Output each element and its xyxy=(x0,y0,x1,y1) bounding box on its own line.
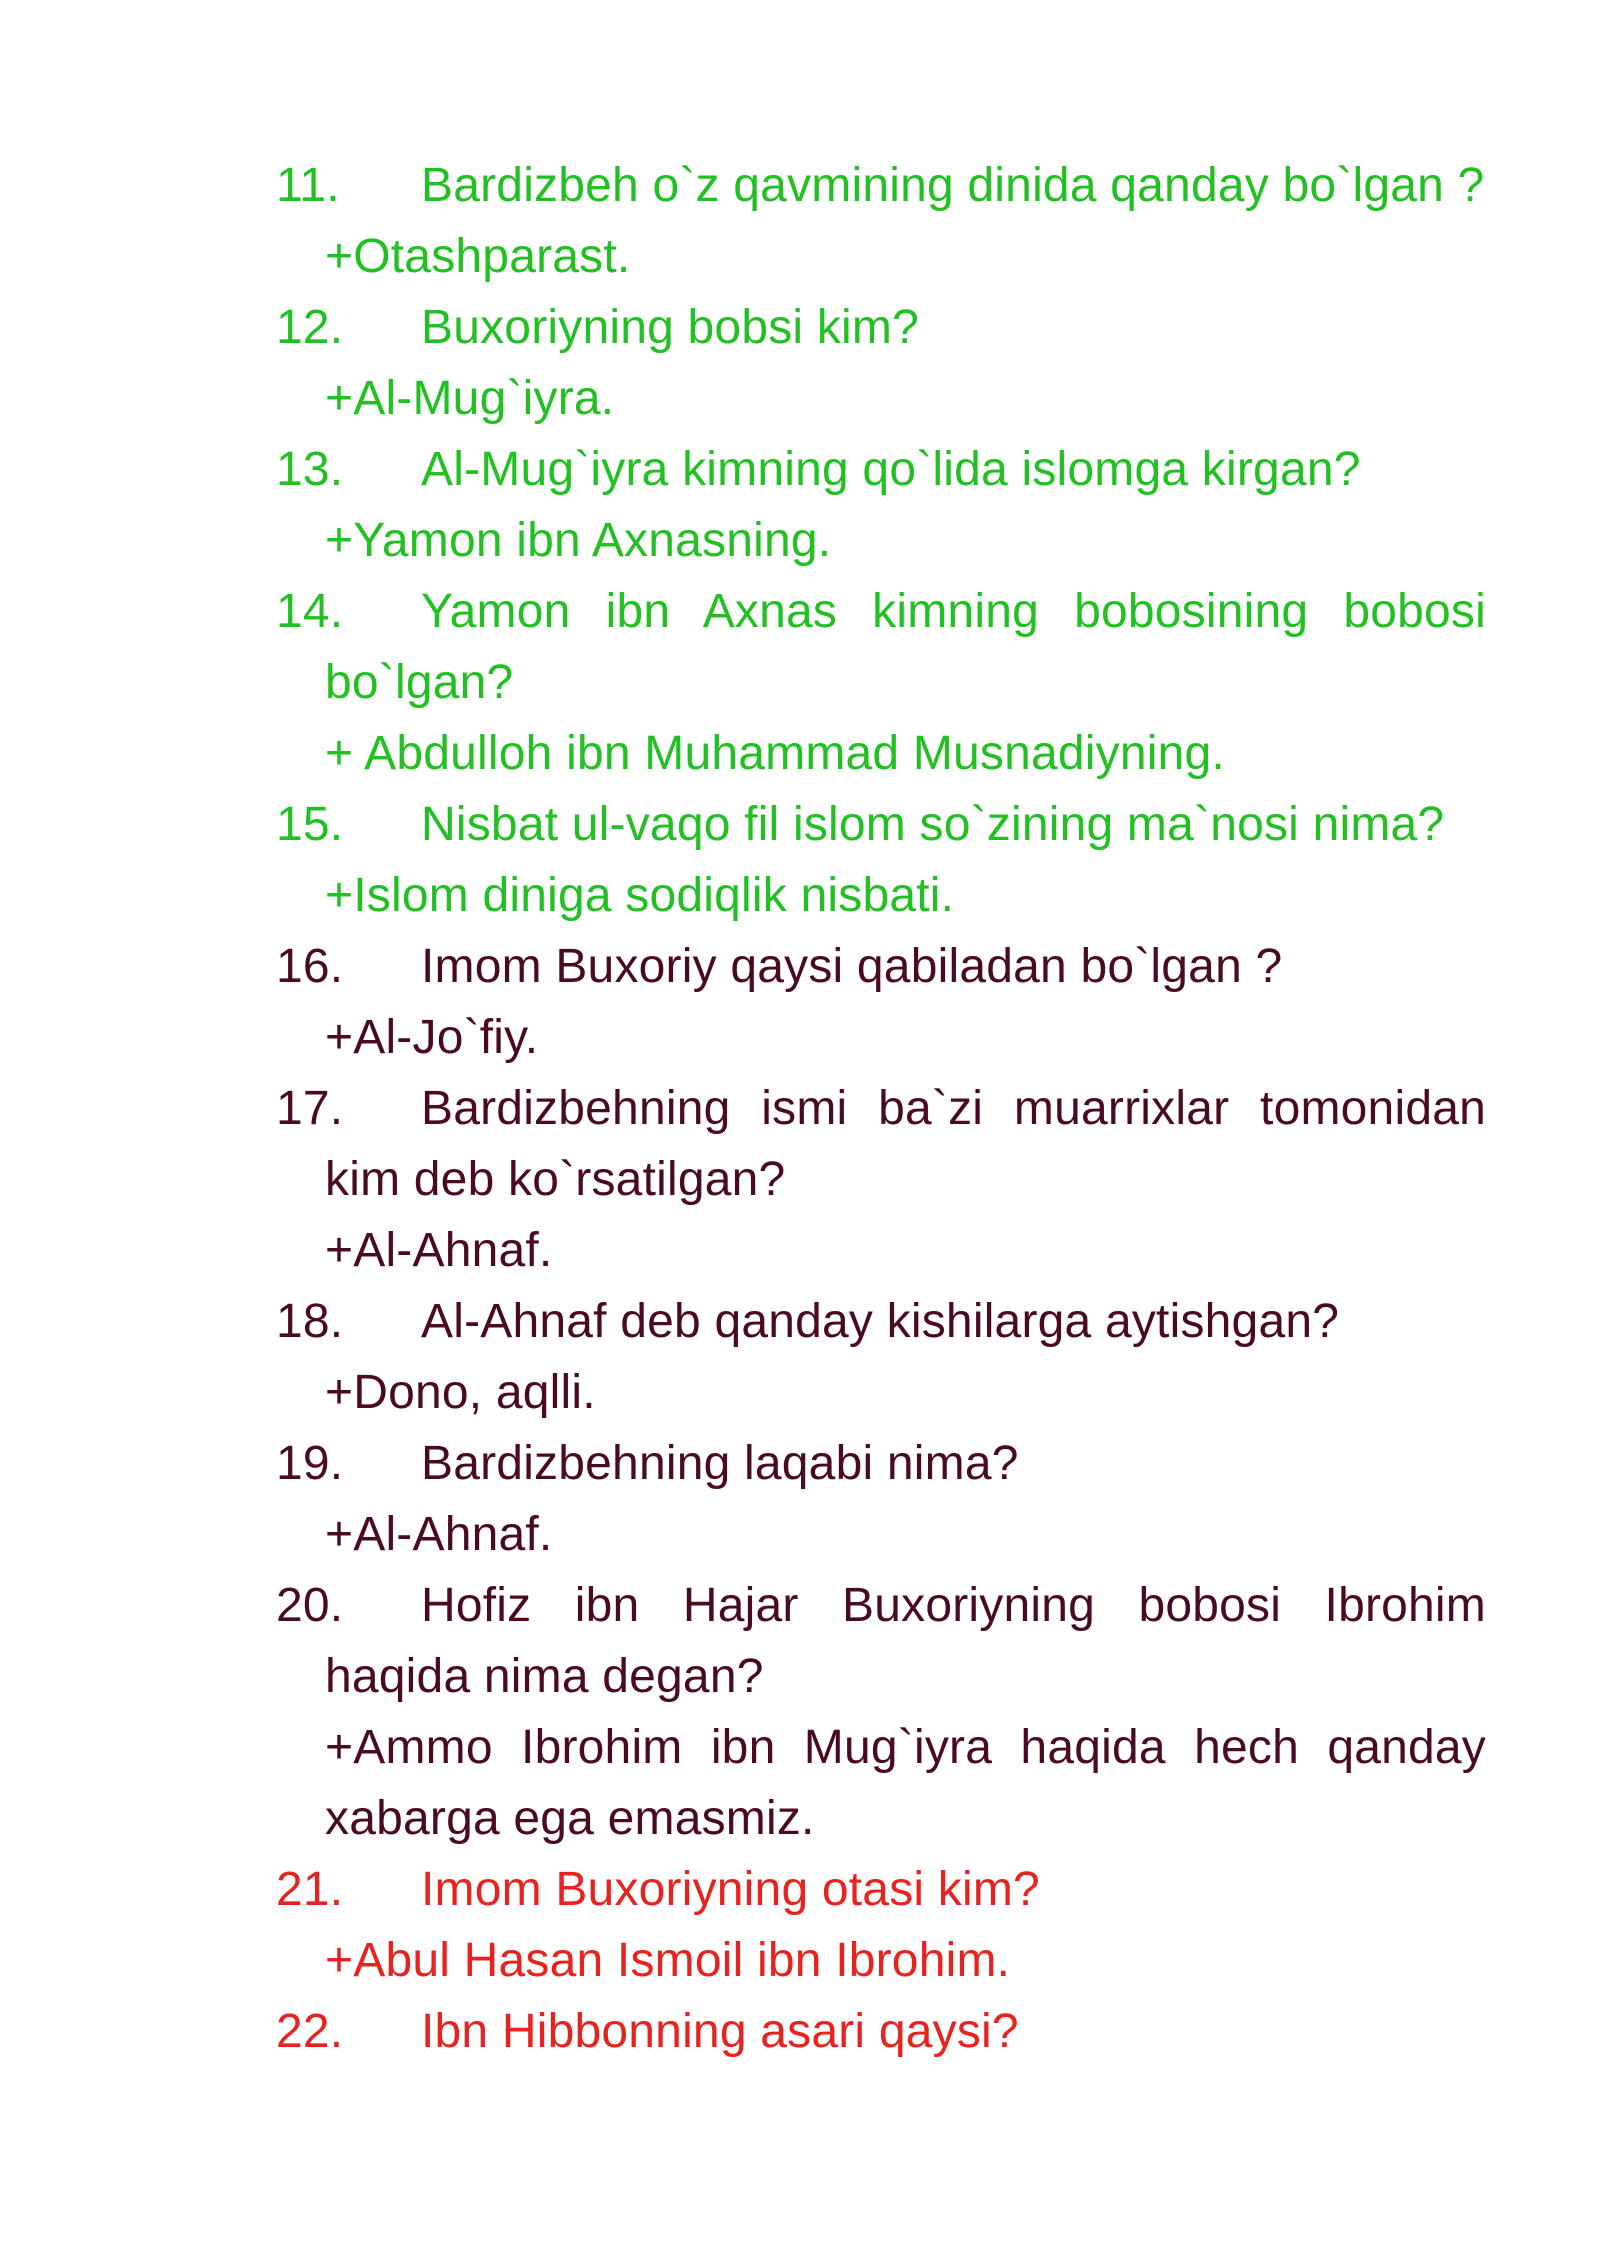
qa-item-22 xyxy=(276,1996,1486,2067)
question-line xyxy=(276,1854,1486,1925)
question-line xyxy=(276,576,1486,647)
qa-item-15 xyxy=(276,789,1486,931)
question-text: Al-Ahnaf deb qanday kishilarga aytishgan? xyxy=(421,1295,1340,1348)
question-number: 19. xyxy=(276,1437,344,1490)
question-line xyxy=(276,931,1486,1002)
qa-item-11 xyxy=(276,150,1486,292)
answer-text: +Dono, aqlli. xyxy=(325,1366,596,1419)
question-number: 17. xyxy=(276,1082,344,1135)
qa-item-12 xyxy=(276,292,1486,434)
question-text: Bardizbehning laqabi nima? xyxy=(421,1437,1019,1490)
question-line xyxy=(276,1428,1486,1499)
answer-text: +Otashparast. xyxy=(325,230,631,283)
question-line xyxy=(276,789,1486,860)
answer-text: +Yamon ibn Axnasning. xyxy=(325,514,832,567)
question-text-continuation: haqida nima degan? xyxy=(325,1650,764,1703)
question-line xyxy=(276,1570,1486,1641)
qa-item-17 xyxy=(276,1073,1486,1286)
question-number: 12. xyxy=(276,301,344,354)
qa-item-16 xyxy=(276,931,1486,1073)
answer-text: + Abdulloh ibn Muhammad Musnadiyning. xyxy=(325,727,1225,780)
qa-item-13 xyxy=(276,434,1486,576)
answer-text-continuation: xabarga ega emasmiz. xyxy=(325,1792,815,1845)
question-text: Hofiz ibn Hajar Buxoriyning bobosi Ibrohim xyxy=(421,1579,1486,1632)
question-number: 15. xyxy=(276,798,344,851)
question-line xyxy=(276,292,1486,363)
answer-text: +Al-Ahnaf. xyxy=(325,1508,553,1561)
question-number: 13. xyxy=(276,443,344,496)
question-text-continuation: bo`lgan? xyxy=(325,656,514,709)
qa-item-21 xyxy=(276,1854,1486,1996)
answer-text: +Al-Jo`fiy. xyxy=(325,1011,539,1064)
question-line xyxy=(276,1073,1486,1144)
question-line xyxy=(276,150,1486,221)
qa-item-20 xyxy=(276,1570,1486,1854)
question-text: Al-Mug`iyra kimning qo`lida islomga kirgan? xyxy=(421,443,1361,496)
qa-item-18 xyxy=(276,1286,1486,1428)
answer-text: +Ammo Ibrohim ibn Mug`iyra haqida hech qanday xyxy=(325,1721,1486,1774)
question-line xyxy=(276,1996,1486,2067)
question-number: 20. xyxy=(276,1579,344,1632)
answer-text: +Al-Mug`iyra. xyxy=(325,372,615,425)
question-line xyxy=(276,434,1486,505)
question-text: Nisbat ul-vaqo fil islom so`zining ma`nosi nima? xyxy=(421,798,1445,851)
answer-text: +Al-Ahnaf. xyxy=(325,1224,553,1277)
question-number: 21. xyxy=(276,1863,344,1916)
question-answer-list xyxy=(276,150,1486,2067)
question-number: 22. xyxy=(276,2005,344,2058)
question-text: Imom Buxoriy qaysi qabiladan bo`lgan ? xyxy=(421,940,1283,993)
question-text: Ibn Hibbonning asari qaysi? xyxy=(421,2005,1019,2058)
question-line xyxy=(276,1286,1486,1357)
question-number: 11. xyxy=(276,159,340,212)
question-text: Bardizbehning ismi ba`zi muarrixlar tomonidan xyxy=(421,1082,1486,1135)
qa-item-14 xyxy=(276,576,1486,789)
question-number: 18. xyxy=(276,1295,344,1348)
question-text: Bardizbeh o`z qavmining dinida qanday bo`lgan ? xyxy=(421,159,1485,212)
question-text: Imom Buxoriyning otasi kim? xyxy=(421,1863,1040,1916)
qa-item-19 xyxy=(276,1428,1486,1570)
question-number: 14. xyxy=(276,585,344,638)
question-text: Yamon ibn Axnas kimning bobosining bobosi xyxy=(421,585,1486,638)
question-number: 16. xyxy=(276,940,344,993)
answer-text: +Islom diniga sodiqlik nisbati. xyxy=(325,869,955,922)
question-text: Buxoriyning bobsi kim? xyxy=(421,301,919,354)
question-text-continuation: kim deb ko`rsatilgan? xyxy=(325,1153,786,1206)
answer-text: +Abul Hasan Ismoil ibn Ibrohim. xyxy=(325,1934,1011,1987)
